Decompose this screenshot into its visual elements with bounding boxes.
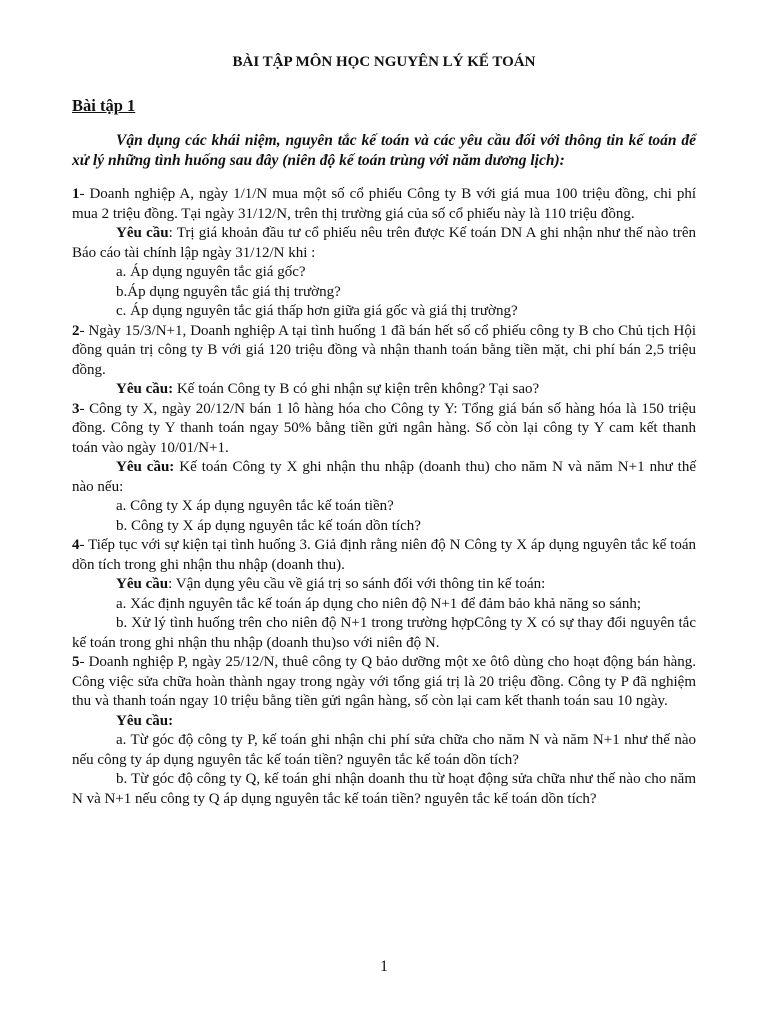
exercise-intro: Vận dụng các khái niệm, nguyên tắc kế toán và các yêu cầu đối với thông tin kế toán để xử lý những tình huống sau đây (niên độ kế toán trùng với năm dương lịch): <box>72 132 696 169</box>
case-3-number: 3 <box>72 400 80 417</box>
case-3-option-a: a. Công ty X áp dụng nguyên tắc kế toán tiền? <box>116 498 394 514</box>
case-1-option-b: b.Áp dụng nguyên tắc giá thị trường? <box>116 283 341 300</box>
case-1-requirement: Yêu cầu: Trị giá khoản đầu tư cổ phiếu nêu trên được Kế toán DN A ghi nhận như thế nào trên Báo cáo tài chính lập ngày 31/12/N khi : <box>72 225 696 261</box>
case-4-option-b: b. Xử lý tình huống trên cho niên độ N+1 trong trường hợpCông ty X có sự thay đổi nguyên tắc kế toán trong ghi nhận thu nhập (doanh thu)so với niên độ N. <box>72 615 696 651</box>
case-2 <box>72 322 696 400</box>
case-4 <box>72 536 696 653</box>
case-2-requirement: Yêu cầu: Kế toán Công ty B có ghi nhận sự kiện trên không? Tại sao? <box>116 381 540 397</box>
case-2-number: 2 <box>72 322 80 339</box>
case-4-requirement: Yêu cầu: Vận dụng yêu cầu về giá trị so sánh đối với thông tin kế toán: <box>116 576 546 592</box>
case-5-requirement: Yêu cầu: <box>116 712 174 729</box>
case-2-text: 2- Ngày 15/3/N+1, Doanh nghiệp A tại tình huống 1 đã bán hết số cổ phiếu công ty B cho Chủ tịch Hội đồng quản trị công ty B với giá 120 triệu đồng và nhận thanh toán bằng tiền mặt, chi phí bán 2,5 triệu đồng. <box>72 322 696 378</box>
case-3-option-b: b. Công ty X áp dụng nguyên tắc kế toán dồn tích? <box>116 517 421 534</box>
case-5-text: 5- Doanh nghiệp P, ngày 25/12/N, thuê công ty Q bảo dưỡng một xe ôtô dùng cho hoạt động bán hàng. Công việc sửa chữa hoàn thành ngay trong ngày với tổng giá trị là 20 triệu đồng. Công ty P đã nghiệm thu và thanh toán ngay 10 triệu bằng tiền gửi ngân hàng, số còn lại cam kết thanh toán sau 10 ngày. <box>72 654 696 709</box>
case-3-requirement: Yêu cầu: Kế toán Công ty X ghi nhận thu nhập (doanh thu) cho năm N và năm N+1 như thế nào nếu: <box>72 459 696 495</box>
case-1-text: 1- Doanh nghiệp A, ngày 1/1/N mua một số cổ phiếu Công ty B với giá mua 100 triệu đồng, chi phí mua 2 triệu đồng. Tại ngày 31/12/N, trên thị trường giá của số cổ phiếu này là 110 triệu đồng. <box>72 186 696 222</box>
case-3 <box>72 400 696 537</box>
exercise-heading: Bài tập 1 <box>72 96 136 115</box>
case-1-option-a: a. Áp dụng nguyên tắc giá gốc? <box>116 264 306 280</box>
case-5-number: 5 <box>72 654 80 670</box>
case-5 <box>72 653 696 809</box>
document-title: BÀI TẬP MÔN HỌC NGUYÊN LÝ KẾ TOÁN <box>232 54 536 70</box>
case-4-text: 4- Tiếp tục với sự kiện tại tình huống 3. Giả định rằng niên độ N Công ty X áp dụng nguyên tắc kế toán dồn tích trong ghi nhận thu nhập (doanh thu). <box>72 537 696 573</box>
page-number: 1 <box>380 958 388 975</box>
case-1 <box>72 185 696 322</box>
case-5-option-b: b. Từ góc độ công ty Q, kế toán ghi nhận doanh thu từ hoạt động sửa chữa như thế nào cho năm N và N+1 nếu công ty Q áp dụng nguyên tắc kế toán tiền? nguyên tắc kế toán dồn tích? <box>72 771 696 807</box>
case-5-option-a: a. Từ góc độ công ty P, kế toán ghi nhận chi phí sửa chữa cho năm N và năm N+1 như thế nào nếu công ty áp dụng nguyên tắc kế toán tiền? nguyên tắc kế toán dồn tích? <box>72 732 696 768</box>
case-1-number: 1 <box>72 186 80 202</box>
case-1-option-c: c. Áp dụng nguyên tắc giá thấp hơn giữa giá gốc và giá thị trường? <box>116 303 518 319</box>
case-4-number: 4 <box>72 537 80 553</box>
case-3-text: 3- Công ty X, ngày 20/12/N bán 1 lô hàng hóa cho Công ty Y: Tổng giá bán số hàng hóa là 150 triệu đồng. Công ty Y thanh toán ngay 50% bằng tiền gửi ngân hàng. Số còn lại công ty Y cam kết thanh toán vào ngày 10/01/N+1. <box>72 400 696 456</box>
case-4-option-a: a. Xác định nguyên tắc kế toán áp dụng cho niên độ N+1 để đảm bảo khả năng so sánh; <box>116 595 641 612</box>
